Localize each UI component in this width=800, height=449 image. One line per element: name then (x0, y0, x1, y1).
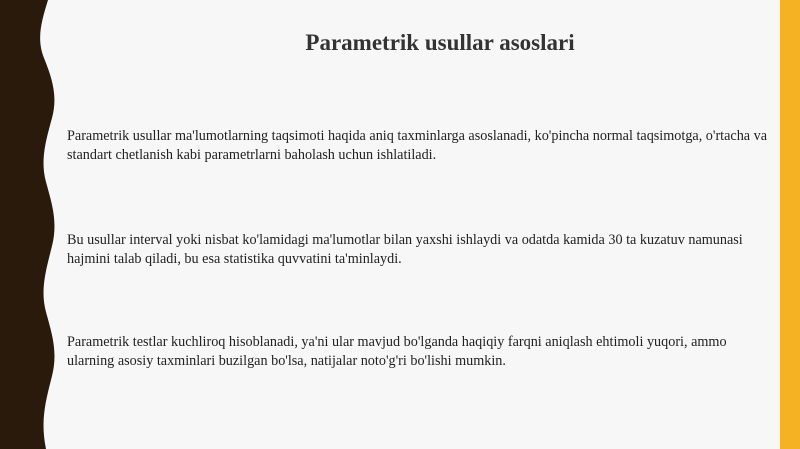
decorative-wave-band (0, 0, 62, 449)
paragraph-1: Parametrik usullar ma'lumotlarning taqsimoti haqida aniq taxminlarga asoslanadi, ko'pincha normal taqsimotga, o'rtacha va standart chetlanish kabi parametrlarni baholash uchun ishlatiladi. (67, 128, 768, 163)
accent-bar (780, 0, 800, 449)
slide-title: Parametrik usullar asoslari (305, 30, 575, 55)
paragraph-2: Bu usullar interval yoki nisbat ko'lamidagi ma'lumotlar bilan yaxshi ishlaydi va odatda kamida 30 ta kuzatuv namunasi hajmini talab qiladi, bu esa statistika quvvatini ta'minlaydi. (67, 232, 743, 267)
paragraph-3: Parametrik testlar kuchliroq hisoblanadi, ya'ni ular mavjud bo'lganda haqiqiy farqni aniqlash ehtimoli yuqori, ammo ularning asosiy taxminlari buzilgan bo'lsa, natijalar noto'g'ri bo'lishi mumkin. (67, 334, 727, 369)
